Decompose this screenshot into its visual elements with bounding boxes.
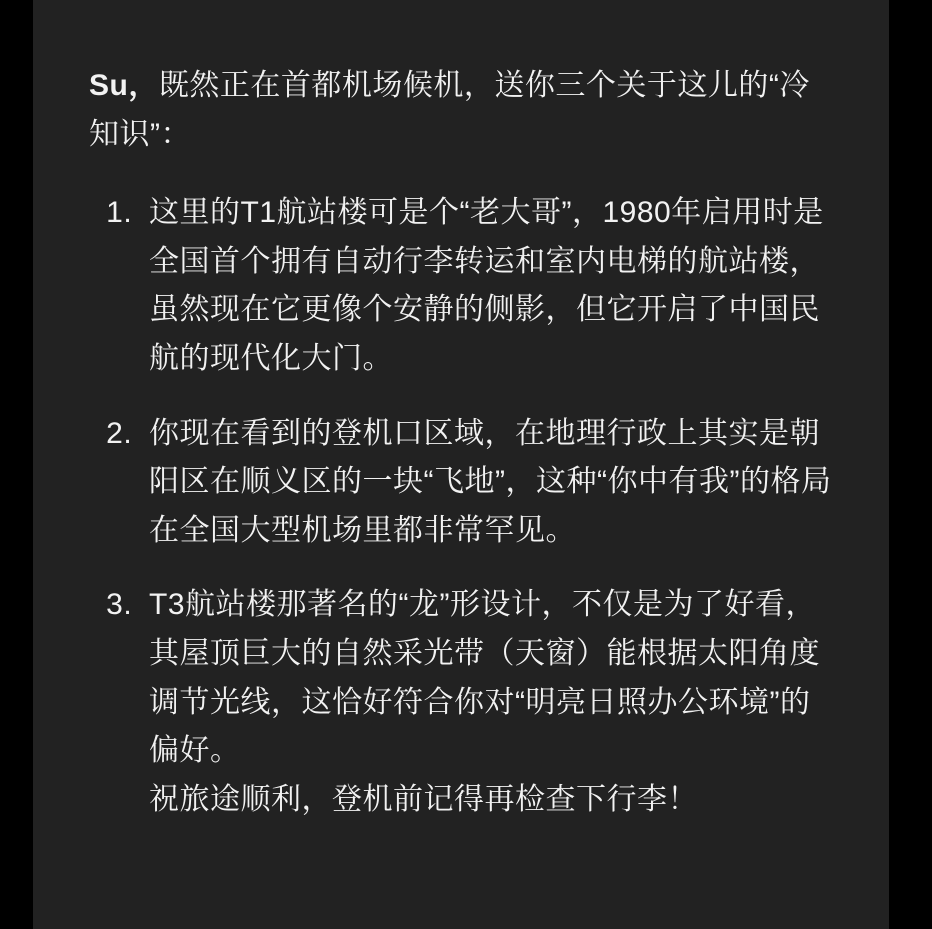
left-background-margin — [0, 0, 33, 929]
list-item: 1. 这里的T1航站楼可是个“老大哥”，1980年启用时是全国首个拥有自动行李转运和室内电梯的航站楼，虽然现在它更像个安静的侧影，但它开启了中国民航的现代化大门。 — [141, 189, 839, 383]
fact-text: T3航站楼那著名的“龙”形设计，不仅是为了好看，其屋顶巨大的自然采光带（天窗）能根据太阳角度调节光线，这恰好符合你对“明亮日照办公环境”的偏好。 — [149, 588, 820, 768]
list-item — [141, 581, 839, 775]
right-background-margin — [889, 0, 932, 929]
closing-line: 祝旅途顺利，登机前记得再检查下行李！ — [149, 782, 698, 816]
greeting-name: Su， — [89, 69, 159, 102]
facts-list — [89, 189, 839, 776]
list-item: 2. 你现在看到的登机口区域，在地理行政上其实是朝阳区在顺义区的一块“飞地”，这种“你中有我”的格局在全国大型机场里都非常罕见。 — [141, 410, 839, 556]
intro-paragraph — [89, 62, 839, 159]
intro-text: 既然正在首都机场候机，送你三个关于这儿的“冷知识”： — [89, 69, 810, 151]
message-card — [33, 0, 889, 929]
